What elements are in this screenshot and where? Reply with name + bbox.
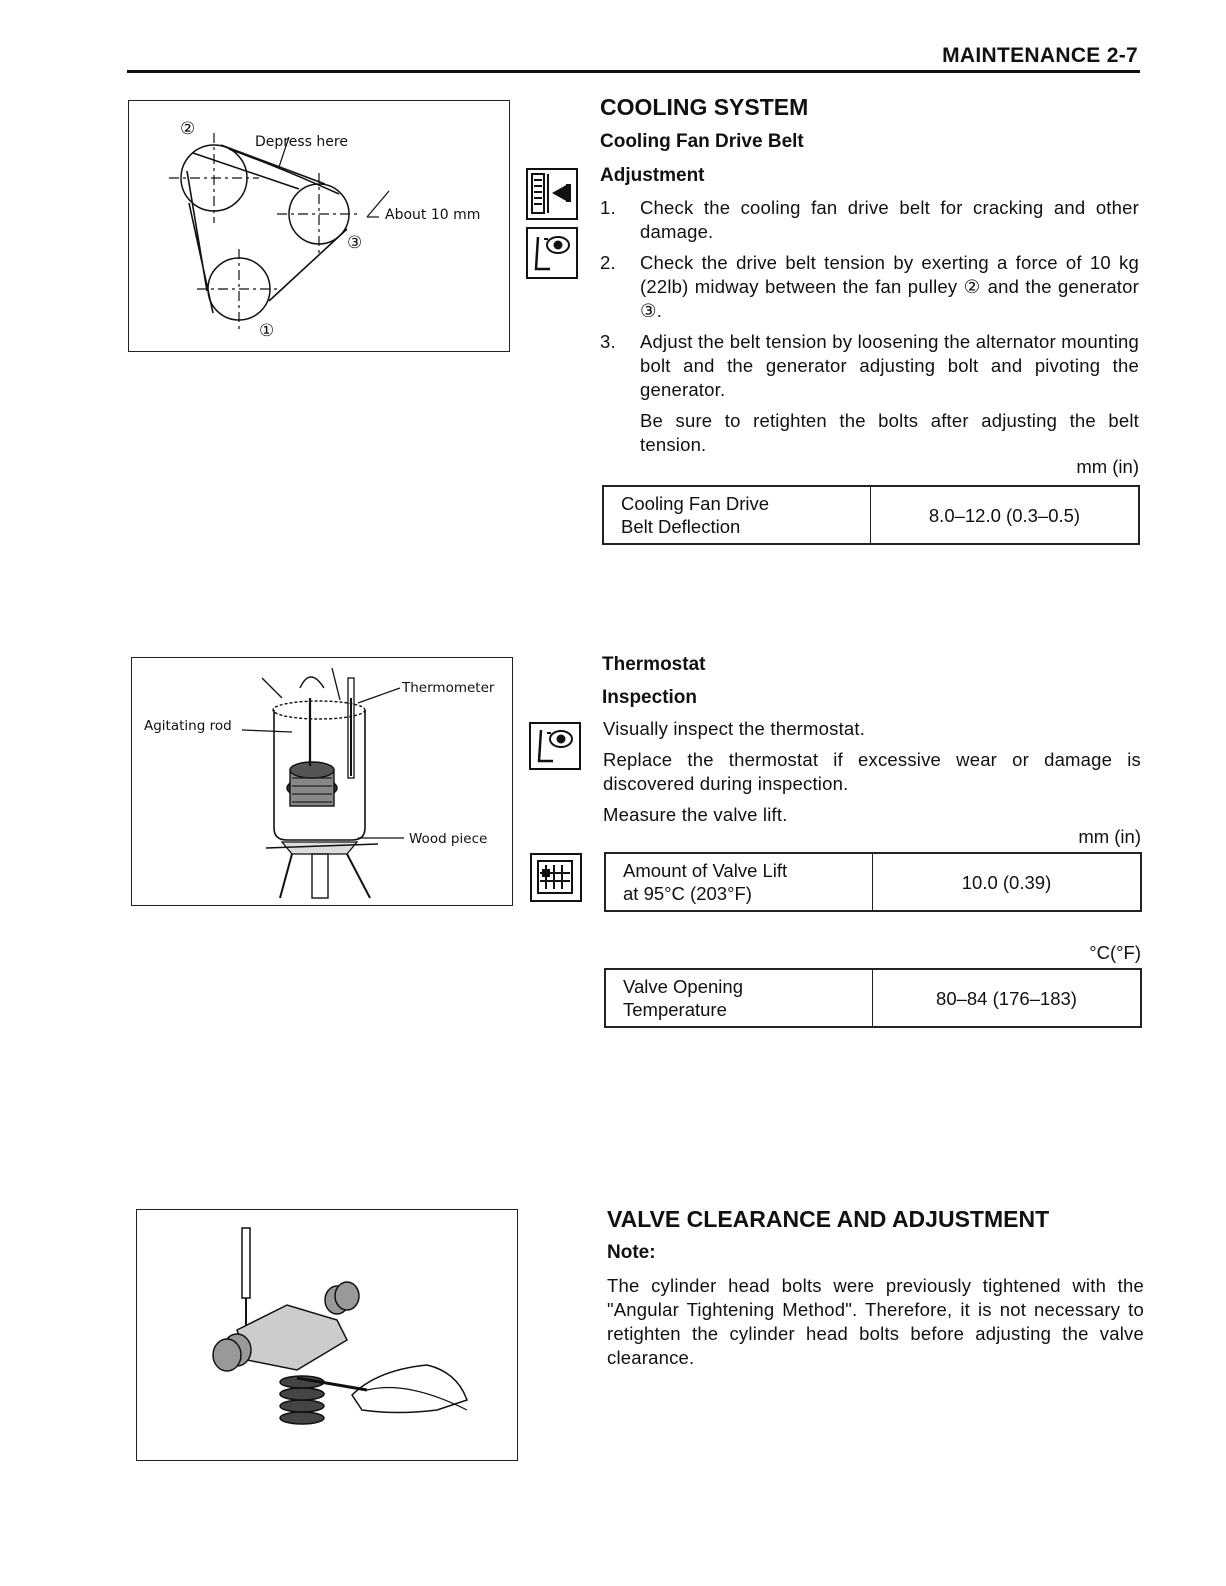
inspection-icon: [529, 722, 581, 770]
belt-diagram-figure: [128, 100, 510, 352]
retighten-note: Be sure to retighten the bolts after adjusting the belt tension.: [640, 410, 1139, 455]
valve-opening-temp-table: [604, 968, 1142, 1028]
belt-deflection-table: [602, 485, 1140, 545]
step-number: 1.: [600, 197, 616, 218]
spec-label-line: Belt Deflection: [621, 516, 741, 537]
step-text: Adjust the belt tension by loosening the alternator mounting bolt and the generator adjusting bolt and pivoting the generator.: [640, 331, 1139, 400]
adjustment-step-1: [600, 196, 1140, 244]
valve-lift-unit-label: mm (in): [1078, 826, 1141, 847]
pulley-marker-1: ①: [259, 321, 275, 340]
adjustment-icon: [526, 168, 578, 220]
spec-label-line: Valve Opening: [623, 976, 743, 997]
spec-label-cell: [605, 853, 873, 911]
measurement-icon: [530, 853, 582, 902]
page-header-title: MAINTENANCE 2-7: [942, 44, 1138, 67]
thermometer-label: Thermometer: [402, 680, 495, 696]
table-row: [605, 853, 1141, 911]
belt-unit-label: mm (in): [1076, 456, 1139, 477]
step-number: 2.: [600, 252, 616, 273]
agitating-rod-label: Agitating rod: [144, 718, 232, 734]
table-row: [605, 969, 1141, 1027]
cooling-system-title: COOLING SYSTEM: [600, 94, 809, 120]
inspection-icon: [526, 227, 578, 279]
spec-label-cell: [603, 486, 871, 544]
table-row: [603, 486, 1139, 544]
spec-value-cell: 8.0–12.0 (0.3–0.5): [871, 486, 1140, 544]
about-10mm-label: About 10 mm: [385, 207, 481, 223]
step-number: 3.: [600, 331, 616, 352]
thermostat-para-2: Replace the thermostat if excessive wear or damage is discovered during inspection.: [603, 749, 1141, 794]
spec-label-line: Amount of Valve Lift: [623, 860, 788, 881]
cooling-fan-belt-subtitle: Cooling Fan Drive Belt: [600, 131, 804, 152]
thermostat-title: Thermostat: [602, 654, 706, 675]
spec-label-line: at 95°C (203°F): [623, 883, 752, 904]
pulley-marker-3: ③: [347, 233, 363, 252]
adjustment-step-2: [600, 251, 1140, 323]
spec-value-cell: 10.0 (0.39): [873, 853, 1142, 911]
depress-here-label: Depress here: [255, 134, 348, 150]
spec-label-cell: [605, 969, 873, 1027]
thermostat-inspection-heading: Inspection: [602, 687, 698, 708]
valve-temp-unit-label: °C(°F): [1089, 942, 1141, 963]
spec-label-line: Cooling Fan Drive: [621, 493, 770, 514]
pulley-marker-2: ②: [180, 119, 196, 138]
step-text: Check the cooling fan drive belt for cracking and other damage.: [640, 197, 1139, 242]
thermostat-para-1: Visually inspect the thermostat.: [603, 718, 866, 739]
note-label: Note:: [607, 1242, 656, 1263]
header-rule: [127, 70, 1140, 73]
valve-clearance-title: VALVE CLEARANCE AND ADJUSTMENT: [607, 1206, 1050, 1232]
spec-value-cell: 80–84 (176–183): [873, 969, 1142, 1027]
wood-piece-label: Wood piece: [409, 831, 488, 847]
adjustment-heading: Adjustment: [600, 165, 705, 186]
valve-note-text: The cylinder head bolts were previously tightened with the "Angular Tightening Method". Therefore, it is not necessary to retighten the cylinder head bolts before adjusting the valve clearance.: [607, 1275, 1144, 1368]
valve-lift-table: [604, 852, 1142, 912]
thermostat-para-3: Measure the valve lift.: [603, 804, 788, 825]
step-text: Check the drive belt tension by exerting a force of 10 kg (22lb) midway between the fan pulley ② and the generator ③.: [640, 252, 1139, 321]
valve-adjustment-figure: [136, 1209, 518, 1461]
adjustment-step-3: [600, 330, 1140, 402]
thermostat-test-figure: [131, 657, 513, 906]
spec-label-line: Temperature: [623, 999, 727, 1020]
